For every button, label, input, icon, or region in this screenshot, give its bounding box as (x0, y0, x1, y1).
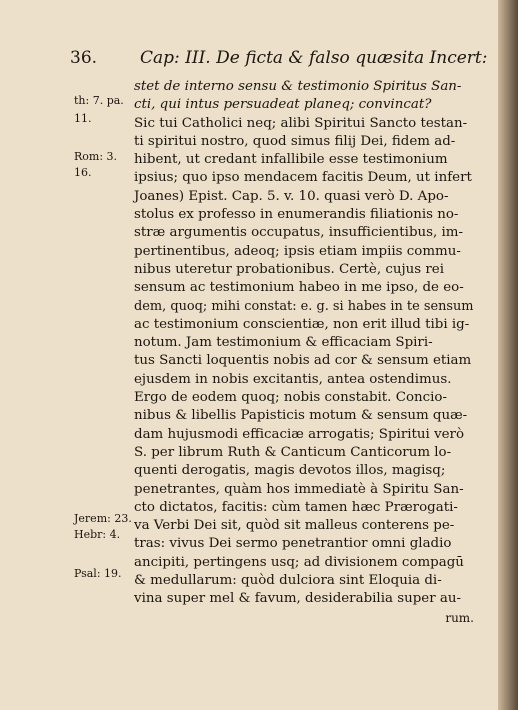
text-line: va Verbi Dei sit, quòd sit malleus conterens pe- (134, 518, 455, 534)
text-line: sensum ac testimonium habeo in me ipso, de eo- (134, 280, 464, 296)
text-line: Ergo de eodem quoq; nobis constabit. Concio- (134, 390, 447, 406)
text-line: tras: vivus Dei sermo penetrantior omni gladio (134, 536, 452, 552)
body-text (134, 78, 474, 627)
running-header (70, 48, 488, 68)
text-line: dem, quoq; mihi constat: e. g. si habes in te sensum (134, 298, 474, 314)
text-line: stet de interno sensu & testimonio Spiritus San- (134, 79, 462, 94)
text-line: & medullarum: quòd dulciora sint Eloquia di- (134, 573, 442, 589)
text-line: cti, qui intus persuadeat planeq; convincat? (134, 97, 432, 113)
running-title: Cap: III. De ficta & falso quæsita Incert: (140, 48, 488, 68)
text-line: stolus ex professo in enumerandis filiationis no- (134, 207, 459, 223)
text-line: ti spiritui nostro, quod simus filij Dei, fidem ad- (134, 133, 456, 149)
text-line: notum. Jam testimonium & efficaciam Spiri- (134, 335, 433, 351)
text-line: Joanes) Epist. Cap. 5. v. 10. quasi verò D. Apo- (134, 188, 449, 204)
margin-note: th: 7. pa. (74, 94, 124, 107)
text-line: dam hujusmodi efficaciæ arrogatis; Spiritui verò (134, 426, 465, 442)
text-line: quenti derogatis, magis devotos illos, magisq; (134, 463, 446, 479)
text-line: S. per librum Ruth & Canticum Canticorum lo- (134, 444, 452, 460)
margin-note: 11. (74, 112, 92, 125)
margin-note: Psal: 19. (74, 567, 122, 580)
book-gutter (498, 0, 518, 710)
text-line: tus Sancti loquentis nobis ad cor & sensum etiam (134, 353, 472, 369)
text-line: ancipiti, pertingens usq; ad divisionem compagū (134, 554, 464, 570)
text-line: ejusdem in nobis excitantis, antea ostendimus. (134, 371, 452, 387)
text-line: hibent, ut credant infallibile esse testimonium (134, 152, 448, 168)
catchword: rum. (445, 610, 474, 625)
text-line: pertinentibus, adeoq; ipsis etiam impiis commu- (134, 243, 461, 259)
text-line: nibus uteretur probationibus. Certè, cujus rei (134, 261, 444, 277)
margin-note: Jerem: 23. (74, 512, 132, 525)
text-line: ipsius; quo ipso mendacem facitis Deum, ut infert (134, 170, 472, 186)
page-number: 36. (70, 48, 98, 68)
text-line: ac testimonium conscientiæ, non erit illud tibi ig- (134, 316, 470, 332)
text-line: nibus & libellis Papisticis motum & sensum quæ- (134, 408, 468, 424)
margin-note: Hebr: 4. (74, 528, 121, 541)
text-line: Sic tui Catholici neq; alibi Spiritui Sancto testan- (134, 115, 468, 131)
text-line: vina super mel & favum, desiderabilia super au- (134, 591, 462, 607)
margin-note: Rom: 3. (74, 150, 118, 163)
margin-note: 16. (74, 166, 92, 179)
text-line: penetrantes, quàm hos immediatè à Spiritu San- (134, 481, 464, 497)
text-line: stræ argumentis occupatus, insufficientibus, im- (134, 225, 464, 241)
text-line: cto dictatos, facitis: cùm tamen hæc Prærogati- (134, 499, 458, 515)
